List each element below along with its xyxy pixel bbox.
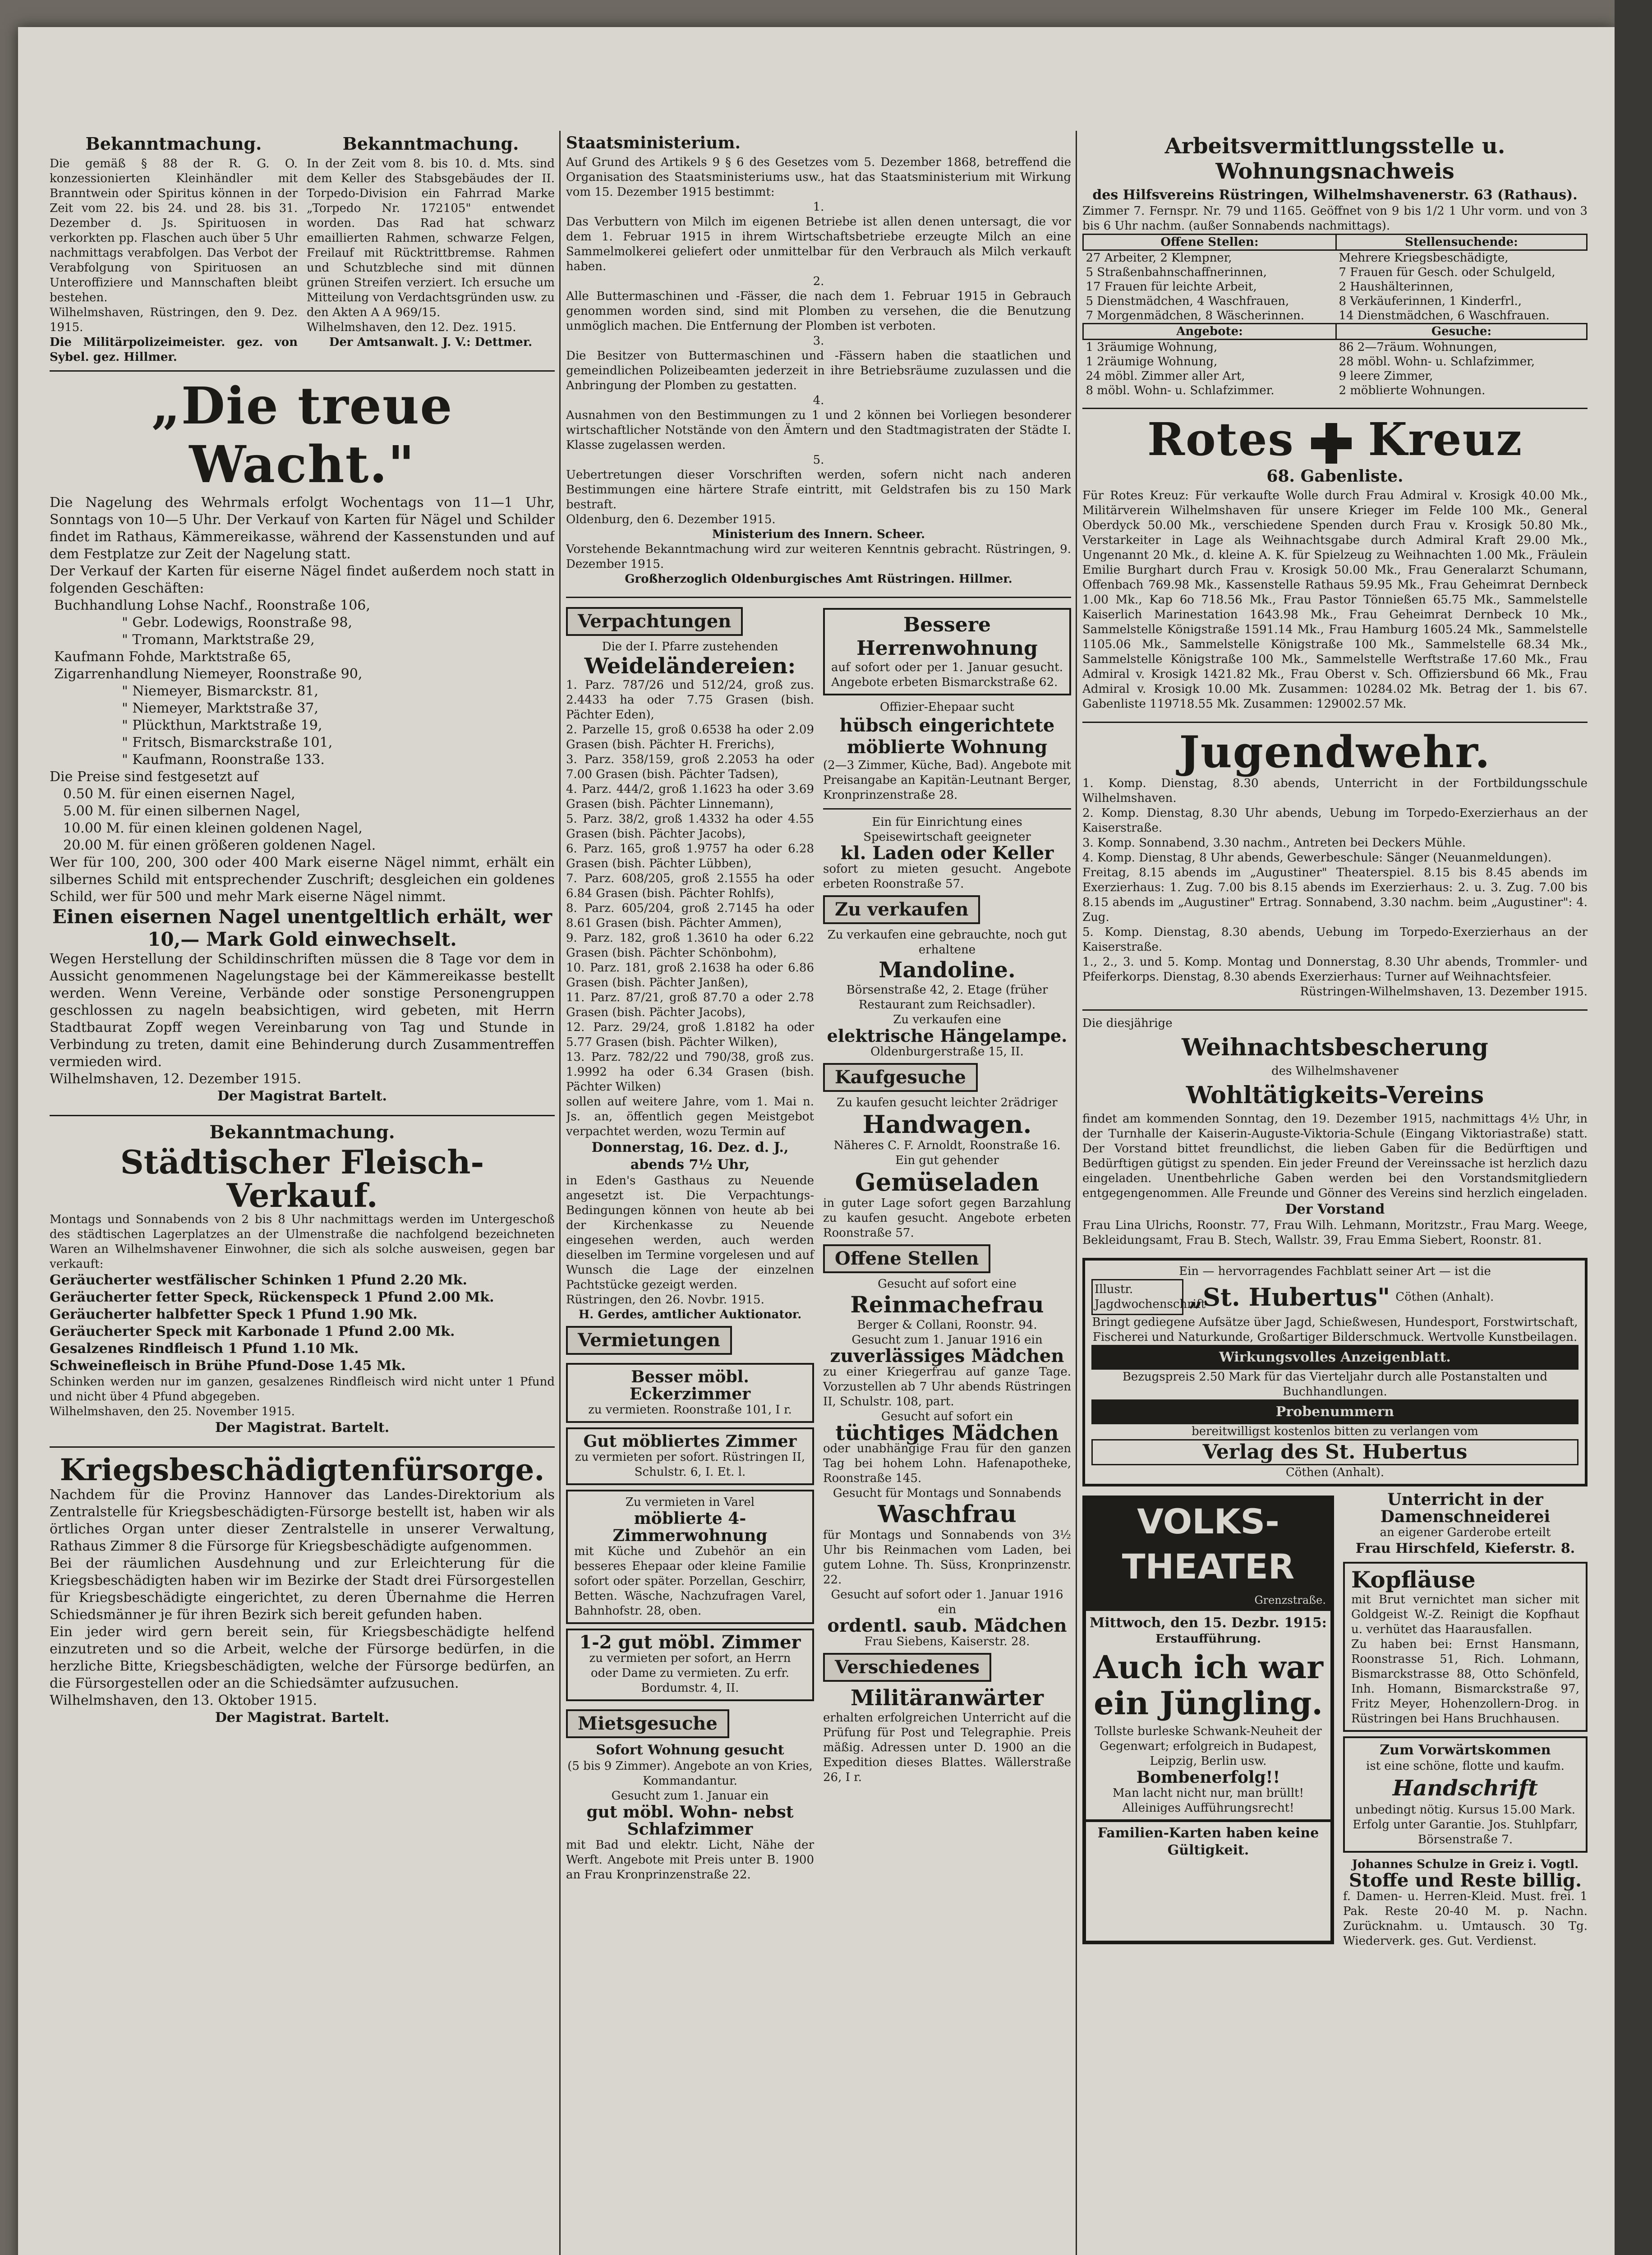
notice-signature: Der Amtsanwalt. J. V.: Dettmer. — [329, 336, 533, 349]
ad-pre: Ein für Einrichtung eines Speisewirtschaft geeigneter — [863, 815, 1031, 844]
ad-text: Börsenstraße 42, 2. Etage (früher Restaurant zum Reichsadler). — [846, 983, 1048, 1012]
ad-title: Reinmachefrau — [850, 1291, 1044, 1318]
ad-title: Mandoline. — [879, 957, 1016, 983]
arb-line: 8 möbl. Wohn- u. Schlafzimmer. — [1086, 384, 1275, 397]
staat-note: Vorstehende Bekanntmachung wird zur weiteren Kenntnis gebracht. Rüstringen, 9. Dezember 1915. — [566, 543, 1071, 571]
unter-sub: an eigener Garderobe erteilt — [1380, 1526, 1551, 1539]
wacht-text: Die Nagelung des Wehrmals erfolgt Wochentags von 11—1 Uhr, Sonntags von 10—5 Uhr. Der Verkauf von Karten für Nägel und Schilder findet im Rathaus, Kämmereikasse, während der Kassenstunden und auf dem Festplatze zur Zeit der Nagelung statt. — [50, 495, 555, 562]
rk-left: Rotes — [1147, 413, 1294, 466]
jw-item: 5. Komp. Dienstag, 8.30 abends, Uebung im Torpedo-Exerzierhaus an der Kaiserstraße. — [1082, 925, 1588, 954]
arb-th: Gesuche: — [1336, 324, 1587, 340]
column-3 — [1082, 131, 1588, 2255]
wb-title: Weihnachtsbescherung — [1182, 1034, 1488, 1061]
jw-item: 2. Komp. Dienstag, 8.30 Uhr abends, Uebung im Torpedo-Exerzierhaus an der Kaiserstraße. — [1082, 806, 1588, 835]
arb-line: 27 Arbeiter, 2 Klempner, — [1086, 251, 1232, 265]
rk-sub: 68. Gabenliste. — [1266, 467, 1404, 486]
newspaper-page — [18, 27, 1615, 2255]
fleisch-item: Gesalzenes Rindfleisch 1 Pfund 1.10 Mk. — [50, 1341, 359, 1357]
wacht-place: Wilhelmshaven, 12. Dezember 1915. — [50, 1071, 302, 1087]
jw-item: 3. Komp. Sonnabend, 3.30 nachm., Antreten bei Deckers Mühle. — [1082, 836, 1466, 850]
arb-line: 9 leere Zimmer, — [1339, 369, 1433, 383]
volks-title1: VOLKS- — [1086, 1499, 1330, 1544]
staat-para: Ausnahmen von den Bestimmungen zu 1 und 2 können bei Vorliegen besonderer wirtschaftlicher Notstände von den Ämtern und den Stadtmagistraten der Städte I. Klasse zugelassen werden. — [566, 409, 1071, 452]
section-label-verschiedenes: Verschiedenes — [823, 1653, 991, 1682]
column-2 — [566, 131, 1071, 2255]
ad-text: Berger & Collani, Roonstr. 94. — [857, 1318, 1037, 1332]
weide-item: 1. Parz. 787/26 und 512/24, groß zus. 2.4433 ha oder 7.75 Grasen (bish. Pächter Eden), — [566, 678, 814, 722]
shop-item: " Niemeyer, Marktstraße 37, — [122, 700, 318, 716]
wb-pre: Die diesjährige — [1082, 1017, 1173, 1030]
staatsministerium-notice — [566, 133, 1071, 587]
ad-text: auf sofort oder per 1. Januar gesucht. Angebote erbeten Bismarckstraße 62. — [831, 661, 1063, 689]
notice-place: Wilhelmshaven, den 12. Dez. 1915. — [307, 321, 516, 334]
arb-line: 86 2—7räum. Wohnungen, — [1339, 341, 1497, 354]
price-item: 10.00 M. für einen kleinen goldenen Nagel, — [63, 820, 363, 836]
arb-th: Angebote: — [1083, 324, 1336, 340]
weide-item: 10. Parz. 181, groß 2.1638 ha oder 6.86 Grasen (bish. Pächter Janßen), — [566, 961, 814, 989]
price-item: 20.00 M. für einen größeren goldenen Nagel. — [63, 838, 376, 853]
hub-verlag: Verlag des St. Hubertus — [1091, 1439, 1578, 1465]
section-label-verpachtungen: Verpachtungen — [566, 607, 743, 636]
weide-item: 11. Parz. 87/21, groß 87.70 a oder 2.78 Grasen (bish. Pächter Jacobs), — [566, 991, 814, 1019]
para-number: 4. — [813, 394, 824, 407]
krieg-place: Wilhelmshaven, den 13. Oktober 1915. — [50, 1693, 317, 1708]
krieg-notice — [50, 1453, 555, 1726]
fleisch-place: Wilhelmshaven, den 25. November 1915. — [50, 1405, 295, 1418]
column-rule — [1076, 131, 1077, 2255]
notice-title: Bekanntmachung. — [342, 133, 519, 154]
divider — [50, 370, 555, 372]
right-small-ads — [1343, 1491, 1588, 1949]
weide-item: 9. Parz. 182, groß 1.3610 ha oder 6.22 Grasen (bish. Pächter Schönbohm), — [566, 931, 814, 960]
top-notices — [50, 131, 555, 365]
ad-title: Militäranwärter — [850, 1685, 1044, 1711]
jw-place: Rüstringen-Wilhelmshaven, 13. Dezember 1915. — [1300, 985, 1588, 999]
volks-title2: THEATER — [1086, 1544, 1330, 1589]
divider — [823, 808, 1071, 810]
arb-line: 5 Dienstmädchen, 4 Waschfrauen, — [1086, 295, 1289, 308]
ad-title: elektrische Hängelampe. — [827, 1026, 1068, 1046]
wacht-highlight: Einen eisernen Nagel unentgeltlich erhält, wer 10,— Mark Gold einwechselt. — [52, 906, 552, 950]
fleisch-title: Städtischer Fleisch-Verkauf. — [120, 1143, 484, 1215]
kopf-text: mit Brut vernichtet man sicher mit Goldgeist W.-Z. Reinigt die Kopfhaut u. verhütet das Haarausfallen. — [1351, 1593, 1579, 1636]
ad-text: mit Bad und elektr. Licht, Nähe der Werft. Angebote mit Preis unter B. 1900 an Frau Kronprinzenstraße 22. — [566, 1838, 814, 1882]
wacht-text: Wer für 100, 200, 300 oder 400 Mark eiserne Nägel nimmt, erhält ein silbernes Schild mit entsprechender Zuschrift; desgleichen ein goldenes Schild, wer für 500 und mehr Mark eiserne Nägel nimmt. — [50, 855, 555, 905]
ad-title: Gut möbliertes Zimmer — [583, 1432, 797, 1451]
hub-text: Bringt gediegene Aufsätze über Jagd, Schießwesen, Hundesport, Forstwirtschaft, Fischerei und Naturkunde, Großartiger Bilderschmuck. Wertvolle Kunstbeilagen. — [1092, 1316, 1578, 1344]
ad-pre: Gesucht für Montags und Sonnabends — [833, 1486, 1062, 1500]
shop-item: " Kaufmann, Roonstraße 133. — [122, 752, 325, 768]
price-item: 0.50 M. für einen eisernen Nagel, — [63, 786, 295, 802]
rk-title — [1082, 414, 1588, 464]
weide-text: sollen auf weitere Jahre, vom 1. Mai n. Js. an, öffentlich gegen Meistgebot verpachtet werden, wozu Termin auf — [566, 1095, 814, 1138]
notice-signature: Die Militärpolizeimeister. gez. von Sybel. gez. Hillmer. — [50, 336, 298, 364]
page-spine — [1615, 0, 1652, 2255]
arb-line: 24 möbl. Zimmer aller Art, — [1086, 369, 1245, 383]
hub-city: Cöthen (Anhalt). — [1395, 1290, 1494, 1304]
hubertus-ad — [1082, 1258, 1588, 1486]
price-list — [50, 786, 555, 854]
volks-first: Erstaufführung. — [1155, 1632, 1261, 1646]
ad-text: sofort zu mieten gesucht. Angebote erbeten Roonstraße 57. — [823, 862, 1071, 891]
rotes-kreuz — [1082, 414, 1588, 712]
section-label-vermietungen: Vermietungen — [566, 1326, 732, 1355]
weide-item: 7. Parz. 608/205, groß 2.1555 ha oder 6.84 Grasen (bish. Pächter Rohlfs), — [566, 872, 814, 900]
ad-text: Oldenburgerstraße 15, II. — [870, 1045, 1024, 1058]
fleisch-item: Geräucherter fetter Speck, Rückenspeck 1 Pfund 2.00 Mk. — [50, 1289, 494, 1305]
ad-pre: Zu kaufen gesucht leichter 2rädriger — [837, 1096, 1058, 1109]
section-label-zu-verkaufen: Zu verkaufen — [823, 895, 980, 924]
weide-item: 4. Parz. 444/2, groß 1.1623 ha oder 3.69 Grasen (bish. Pächter Linnemann), — [566, 782, 814, 811]
divider — [1082, 1009, 1588, 1011]
ad-title: Bessere Herrenwohnung — [856, 613, 1038, 660]
column-1 — [50, 131, 555, 2255]
jw-title: Jugendwehr. — [1179, 727, 1491, 778]
hub-title: „St. Hubertus" — [1189, 1283, 1390, 1312]
volks-play: Auch ich war ein Jüngling. — [1093, 1648, 1324, 1722]
shop-item: Buchhandlung Lohse Nachf., Roonstraße 106, — [54, 598, 370, 613]
js-name: Johannes Schulze in Greiz i. Vogtl. — [1352, 1858, 1579, 1871]
divider — [50, 1446, 555, 1448]
arb-th: Stellensuchende: — [1336, 235, 1587, 250]
arb-line: 14 Dienstmädchen, 6 Waschfrauen. — [1339, 309, 1550, 322]
ad-title: Waschfrau — [878, 1500, 1017, 1528]
jw-item: 1., 2., 3. und 5. Komp. Montag und Donnerstag, 8.30 Uhr abends, Trommler- und Pfeiferkorps. Dienstag, 8.30 abends Exerzierhaus: Turner auf Weihnachtsfeier. — [1082, 955, 1588, 984]
staat-para: Uebertretungen dieser Vorschriften werden, sofern nicht nach anderen Bestimmungen eine härtere Strafe eintritt, mit Geldstrafen bis zu 150 Mark bestraft. — [566, 468, 1071, 511]
classified-ads — [566, 603, 1071, 1882]
shop-item: " Niemeyer, Bismarckstr. 81, — [122, 683, 318, 699]
hub-pre: Ein — hervorragendes Fachblatt seiner Art — ist die — [1179, 1265, 1491, 1278]
ad-title: möblierte 4-Zimmerwohnung — [612, 1509, 768, 1545]
arb-table — [1082, 234, 1588, 398]
divider — [566, 597, 1071, 598]
wb-title2: Wohltätigkeits-Vereins — [1186, 1081, 1484, 1109]
rk-text: Für Rotes Kreuz: Für verkaufte Wolle durch Frau Admiral v. Krosigk 40.00 Mk., Militärverein Wilhelmshaven für unsere Krieger im Felde 100 Mk., General Oberdyck 50.00 Mk., verschiedene Spenden durch Frau v. Krosigk 50.80 Mk., Verstarkeiter in Lage als Weihnachtsgabe durch Admiral Kraft 29.00 Mk., Ungenannt 20 Mk., d. kleine A. K. für Spielzeug zu Weihnachten 1.00 Mk., Fräulein Emilie Burghart durch Frau v. Krosigk 50.00 Mk., Frau Generalarzt Schumann, Offenbach 769.98 Mk., Kassenstelle Rathaus 59.95 Mk., Frau Geheimrat Dernbeck 1.00 Mk., Kap 6o 718.56 Mk., Frau Pastor Tönnießen 65.75 Mk., Sammelstelle Kaiserlich Marinestation 1643.98 Mk., Frau Geheimrat Dernbeck 10 Mk., Sammelstelle Königstraße 1591.14 Mk., Frau Hamburg 1605.24 Mk., Sammelstelle 1105.06 Mk., Sammelstelle Königstraße 100 Mk., Sammelstelle 68.34 Mk., Sammelstelle Königstraße 100 Mk., Sammelstelle Werftstraße 17.60 Mk., Frau Admiral v. Krosigk 1421.82 Mk., Frau Oberst v. Sch. Offiziersbund 66 Mk., Frau Admiral v. Krosigk 10.00 Mk. Zusammen: 10284.02 Mk. Betrag der 1. bis 67. Gabenliste 119718.55 Mk. Zusammen: 129002.57 Mk. — [1082, 489, 1588, 711]
arb-line: 5 Straßenbahnschaffnerinnen, — [1086, 266, 1267, 279]
js-title: Stoffe und Reste billig. — [1348, 1870, 1582, 1891]
ad-pre: Gesucht auf sofort ein — [881, 1410, 1013, 1423]
wb-mid: des Wilhelmshavener — [1271, 1064, 1399, 1078]
arb-cell — [1083, 250, 1336, 324]
unter-title: Unterricht in der Damenschneiderei — [1380, 1490, 1551, 1526]
krieg-text: Nachdem für die Provinz Hannover das Landes-Direktorium als Zentralstelle für Kriegsbeschädigten-Fürsorge bestellt ist, haben wir als örtliches Organ unter dieser Zentralstelle in unserer Verwaltung, Rathaus Zimmer 8 die Fürsorge für Kriegsbeschädigte aufgenommen. — [50, 1487, 555, 1554]
fort-ad — [1343, 1736, 1588, 1853]
red-cross-icon — [1311, 423, 1352, 464]
shop-item: " Gebr. Lodewigs, Roonstraße 98, — [122, 615, 353, 630]
ad-title: kl. Laden oder Keller — [840, 842, 1054, 864]
fleisch-item: Geräucherter westfälischer Schinken 1 Pfund 2.20 Mk. — [50, 1272, 467, 1288]
section-label-kaufgesuche: Kaufgesuche — [823, 1063, 978, 1092]
para-number: 1. — [813, 200, 824, 214]
shop-list — [50, 597, 555, 769]
ad-box — [566, 1427, 814, 1485]
notice-text: In der Zeit vom 8. bis 10. d. Mts. sind dem Keller des Stabsgebäudes der II. Torpedo-Division ein Fahrrad Marke „Torpedo Nr. 172105" entwendet worden. Das Rad hat schwarz emaillierten Rahmen, schwarze Felgen, Freilauf mit Rücktrittbremse. Rahmen und Schutzbleche sind mit dünnen grünen Streifen verziert. Ich ersuche um Mitteilung von Verdachtsgründen usw. zu den Akten A A 969/15. — [307, 157, 555, 319]
arb-line: 2 möblierte Wohnungen. — [1339, 384, 1486, 397]
ad-pre: Gesucht auf sofort eine — [878, 1277, 1017, 1291]
ad-pre: Zu verkaufen eine gebrauchte, noch gut erhaltene — [827, 928, 1067, 957]
ad-title: 1-2 gut möbl. Zimmer — [579, 1632, 801, 1653]
kopf-shops: Zu haben bei: Ernst Hansmann, Roonstrasse 51, Rich. Lohmann, Bismarckstrasse 88, Otto Schönfeld, Inh. Homann, Bismarckstraße 97, Fritz Meyer, Hohenzollern-Drog. in Rüstringen bei Hans Bruchhausen. — [1351, 1638, 1579, 1726]
fleisch-list — [50, 1272, 555, 1375]
fleisch-notice — [50, 1122, 555, 1436]
volks-family: Familien-Karten haben keine Gültigkeit. — [1097, 1825, 1319, 1858]
fleisch-note: Schinken werden nur im ganzen, gesalzenes Rindfleisch wird nicht unter 1 Pfund und nicht über 4 Pfund abgegeben. — [50, 1375, 555, 1404]
volks-sub: Grenzstraße. — [1086, 1589, 1330, 1611]
ad-title: Handwagen. — [862, 1110, 1032, 1139]
wb-text: findet am kommenden Sonntag, den 19. Dezember 1915, nachmittags 4½ Uhr, in der Turnhalle der Kaiserin-Auguste-Viktoria-Schule (Eingang Viktoriastraße) statt. Der Vorstand bittet freundlichst, die lieben Gaben für die Bedürftigen und Bedürftigen gütigst zu spenden. Ein jeder Freund der Vereinssache ist herzlich dazu eingeladen. Unentbehrliche Gaben werden bei den Vorstandsmitgliedern entgegengenommen. Alle Freunde und Gönner des Vereins sind herzlich eingeladen. — [1082, 1112, 1588, 1200]
notice-title: Bekanntmachung. — [85, 133, 262, 154]
js-text: f. Damen- u. Herren-Kleid. Must. frei. 1 Pak. Reste 20-40 M. p. Nachn. Zurücknahm. u. Umtausch. 30 Tg. Wiederverk. ges. Gut. Verdienst. — [1343, 1890, 1588, 1948]
staat-signature: Ministerium des Innern. Scheer. — [712, 528, 925, 541]
ad-box — [566, 1490, 814, 1624]
fleisch-signature: Der Magistrat. Bartelt. — [215, 1420, 390, 1436]
arb-line: Mehrere Kriegsbeschädigte, — [1339, 251, 1509, 265]
fleisch-item: Geräucherter halbfetter Speck 1 Pfund 1.90 Mk. — [50, 1307, 418, 1322]
classified-right — [823, 603, 1071, 1882]
divider — [1082, 722, 1588, 723]
fort-text2: unbedingt nötig. Kursus 15.00 Mark. Erfolg unter Garantie. Jos. Stuhlpfarr, Börsenstraße 7. — [1353, 1803, 1578, 1846]
weide-place: Rüstringen, den 26. Novbr. 1915. — [566, 1293, 764, 1307]
staat-para: Das Verbuttern von Milch im eigenen Betriebe ist allen denen untersagt, die vor dem 1. Februar 1915 in ihrem Wirtschaftsbetriebe erzeugte Milch an eine Sammelmolkerei geliefert oder unmittelbar für den Verbrauch als Milch verkauft haben. — [566, 215, 1071, 273]
ad-box — [823, 608, 1071, 695]
hub-probe: Probenummern — [1091, 1399, 1578, 1424]
kopf-title: Kopfläuse — [1351, 1566, 1476, 1593]
ad-title: gut möbl. Wohn- nebst Schlafzimmer — [586, 1803, 794, 1839]
weide-item: 6. Parz. 165, groß 1.9757 ha oder 6.28 Grasen (bish. Pächter Lübben), — [566, 842, 814, 870]
ad-title: Sofort Wohnung gesucht — [596, 1742, 784, 1758]
volks-date: Mittwoch, den 15. Dezbr. 1915: — [1090, 1615, 1327, 1631]
ad-text: für Montags und Sonnabends von 3½ Uhr bis Reinmachen vom Laden, bei gutem Lohne. Th. Süss, Kronprinzenstr. 22. — [823, 1528, 1071, 1587]
arb-line: 8 Verkäuferinnen, 1 Kinderfrl., — [1339, 295, 1522, 308]
arbeitsvermittlung — [1082, 133, 1588, 398]
arb-line: 7 Morgenmädchen, 8 Wäscherinnen. — [1086, 309, 1304, 322]
prices-intro: Die Preise sind festgesetzt auf — [50, 769, 258, 785]
fleisch-item: Geräucherter Speck mit Karbonade 1 Pfund 2.00 Mk. — [50, 1324, 455, 1339]
shop-item: " Fritsch, Bismarckstraße 101, — [122, 735, 333, 750]
arb-line: 1 2räumige Wohnung, — [1086, 355, 1218, 368]
wacht-title: „Die treue Wacht." — [151, 377, 453, 494]
ad-text: Näheres C. F. Arnoldt, Roonstraße 16. — [833, 1139, 1061, 1152]
wacht-text: Wegen Herstellung der Schildinschriften müssen die 8 Tage vor dem in Aussicht genommenen Nagelungstage bei der Kämmereikasse bestellt werden. Wenn Vereine, Verbände oder sonstige Personengruppen geschlossen zu nageln beabsichtigen, wird gebeten, mit Herrn Stadtbaurat Zopff wegen Vereinbarung von Tag und Stunde in Verbindung zu treten, damit eine Behinderung durch Zusammentreffen vermieden wird. — [50, 951, 555, 1070]
volks-rights: Alleiniges Aufführungsrecht! — [1122, 1801, 1294, 1815]
ad-text: (5 bis 9 Zimmer). Angebote an von Kries, Kommandantur. — [567, 1759, 813, 1788]
section-label-mietsgesuche: Mietsgesuche — [566, 1709, 729, 1738]
arb-line: 17 Frauen für leichte Arbeit, — [1086, 280, 1257, 294]
staat-title: Staatsministerium. — [566, 133, 741, 152]
bottom-ads — [1082, 1491, 1588, 1949]
ad-title: ordentl. saub. Mädchen — [827, 1615, 1067, 1636]
ad-text: Frau Siebens, Kaiserstr. 28. — [864, 1635, 1030, 1648]
fort-text: ist eine schöne, flotte und kaufm. — [1366, 1759, 1565, 1773]
weide-item: 13. Parz. 782/22 und 790/38, groß zus. 1.9992 ha oder 6.34 Grasen (bish. Pächter Wilken) — [566, 1050, 814, 1094]
volks-bomb: Bombenerfolg!! — [1136, 1768, 1280, 1787]
volks-lach: Man lacht nicht nur, man brüllt! — [1112, 1786, 1304, 1800]
wacht-notice — [50, 377, 555, 1105]
arb-sub: des Hilfsvereins Rüstringen, Wilhelmshavenerstr. 63 (Rathaus). — [1092, 187, 1578, 203]
weide-intro: Die der I. Pfarre zustehenden — [602, 640, 778, 653]
kopf-ad — [1343, 1562, 1588, 1732]
wacht-text: Der Verkauf der Karten für eiserne Nägel findet außerdem noch statt in folgenden Geschäften: — [50, 563, 555, 596]
ad-text: (2—3 Zimmer, Küche, Bad). Angebote mit Preisangabe an Kapitän-Leutnant Berger, Kronprinzenstraße 28. — [823, 759, 1071, 802]
weide-item: 3. Parz. 358/159, groß 2.2053 ha oder 7.00 Grasen (bish. Pächter Tadsen), — [566, 753, 814, 781]
ad-text: zu einer Kriegerfrau auf ganze Tage. Vorzustellen ab 7 Uhr abends Rüstringen II, Schulstr. 108, part. — [823, 1365, 1071, 1408]
volks-body — [1086, 1611, 1330, 1819]
krieg-text: Bei der räumlichen Ausdehnung und zur Erleichterung für die Kriegsbeschädigten haben wir im Bezirke der Stadt drei Fürsorgestellen für Kriegsbeschädigte eingerichtet, zu deren Übernahme die Herren Schiedsmänner je für ihren Bezirk sich bereit gefunden haben. — [50, 1555, 555, 1623]
hub-bar: Wirkungsvolles Anzeigenblatt. — [1091, 1345, 1578, 1370]
notice-place: Wilhelmshaven, Rüstringen, den 9. Dez. 1915. — [50, 306, 298, 334]
shop-item: Kaufmann Fohde, Marktstraße 65, — [54, 649, 291, 665]
wb-sign: Der Vorstand — [1285, 1201, 1385, 1217]
krieg-text: Ein jeder wird gern bereit sein, für Kriegsbeschädigte helfend einzutreten und so die Arbeit, welche der Fürsorge bedürfen, in die herzliche Bitte, Kriegsbeschädigten, welche der Fürsorge bedürfen, an die Fürsorgestellen oder an die Schiedsämter aufzusuchen. — [50, 1624, 555, 1691]
ad-title: zuverlässiges Mädchen — [830, 1345, 1064, 1367]
shop-item: " Plückthun, Marktstraße 19, — [122, 718, 322, 733]
ad-title: Gemüseladen — [855, 1168, 1040, 1197]
shop-item: Zigarrenhandlung Niemeyer, Roonstraße 90, — [54, 666, 363, 682]
ad-text: in guter Lage sofort gegen Barzahlung zu kaufen gesucht. Angebote erbeten Roonstraße 57. — [823, 1197, 1071, 1240]
arb-th: Offene Stellen: — [1083, 235, 1336, 250]
ad-pre: Zu verkaufen eine — [893, 1013, 1001, 1026]
weide-item: 8. Parz. 605/204, groß 2.7145 ha oder 8.61 Grasen (bish. Pächter Ammen), — [566, 902, 814, 930]
weide-title: Weideländereien: — [584, 653, 796, 679]
arb-cell — [1336, 340, 1587, 398]
ad-text: oder unabhängige Frau für den ganzen Tag bei hohem Lohn. Hafenapotheke, Roonstraße 145. — [823, 1442, 1071, 1485]
staat-amt: Großherzoglich Oldenburgisches Amt Rüstringen. Hillmer. — [625, 572, 1012, 586]
weide-date: Donnerstag, 16. Dez. d. J., abends 7½ Uhr, — [591, 1140, 789, 1173]
jugendwehr — [1082, 728, 1588, 999]
shop-item: " Tromann, Marktstraße 29, — [122, 632, 315, 648]
staat-place: Oldenburg, den 6. Dezember 1915. — [566, 513, 776, 526]
arb-title: Arbeitsvermittlungsstelle u. Wohnungsnachweis — [1164, 133, 1505, 184]
para-number: 2. — [813, 275, 824, 288]
jw-item: 1. Komp. Dienstag, 8.30 abends, Unterricht in der Fortbildungsschule Wilhelmshaven. — [1082, 777, 1588, 805]
ad-pre: Ein gut gehender — [895, 1154, 999, 1167]
ad-pre: Offizier-Ehepaar sucht — [879, 700, 1014, 714]
arb-line: 2 Haushälterinnen, — [1339, 280, 1454, 294]
volkstheater-ad — [1082, 1496, 1334, 1944]
hub-row — [1091, 1279, 1578, 1315]
arb-cell — [1083, 340, 1336, 398]
ad-box — [566, 1629, 814, 1701]
staat-para: Die Besitzer von Buttermaschinen und -Fässern haben die staatlichen und gemeindlichen Polizeibeamten jederzeit in ihre Betriebsräume zuzulassen und die Anbringung der Plomben zu gestatten. — [566, 349, 1071, 392]
rk-right: Kreuz — [1368, 413, 1523, 466]
weide-item: 12. Parz. 29/24, groß 1.8182 ha oder 5.77 Grasen (bish. Pächter Wilken), — [566, 1021, 814, 1049]
ad-text: mit Küche und Zubehör an ein besseres Ehepaar oder kleine Familie sofort oder später. Porzellan, Geschirr, Betten. Wäsche, Nachzufragen Varel, Bahnhofstr. 28, oben. — [574, 1545, 806, 1618]
jw-item: Freitag, 8.15 abends im „Augustiner" Theaterspiel. 8.15 bis 8.45 abends im Exerzierhaus: 1. Zug. 7.00 bis 8.15 abends im Exerzierhaus: 2. u. 3. Zug. 7.00 bis 8.15 abends im „Augustiner" Ertrag. Sonnabend, 3.30 nachm. beim „Augustiner": 4. Zug. — [1082, 866, 1588, 924]
krieg-signature: Der Magistrat. Bartelt. — [215, 1710, 390, 1726]
section-label-offene-stellen: Offene Stellen — [823, 1244, 990, 1273]
ad-text: zu vermieten per sofort, an Herrn oder Dame zu vermieten. Zu erfr. Bordumstr. 4, II. — [589, 1652, 791, 1695]
weide-item: 2. Parzelle 15, groß 0.6538 ha oder 2.09 Grasen (bish. Pächter H. Frerichs), — [566, 723, 814, 751]
ad-text: zu vermieten. Roonstraße 101, I r. — [588, 1403, 792, 1417]
unter-name: Frau Hirschfeld, Kieferstr. 8. — [1355, 1541, 1575, 1556]
hub-text: bereitwilligst kostenlos bitten zu verlangen vom — [1192, 1425, 1478, 1438]
fleisch-pre: Bekanntmachung. — [209, 1122, 395, 1143]
ad-title: hübsch eingerichtete möblierte Wohnung — [839, 715, 1055, 758]
arb-line: 28 möbl. Wohn- u. Schlafzimmer, — [1339, 355, 1535, 368]
fort-pre: Zum Vorwärtskommen — [1380, 1742, 1551, 1758]
arb-line: 1 3räumige Wohnung, — [1086, 341, 1218, 354]
jw-item: 4. Komp. Dienstag, 8 Uhr abends, Gewerbeschule: Sänger (Neuanmeldungen). — [1082, 851, 1552, 865]
arb-info: Zimmer 7. Fernspr. Nr. 79 und 1165. Geöffnet von 9 bis 1/2 1 Uhr vorm. und von 3 bis 6 Uhr nachm. (außer Sonnabends nachmittags). — [1082, 204, 1588, 233]
weide-item: 5. Parz. 38/2, groß 1.4332 ha oder 4.55 Grasen (bish. Pächter Jacobs), — [566, 812, 814, 841]
divider — [1082, 408, 1588, 409]
ad-title: tüchtiges Mädchen — [835, 1421, 1059, 1445]
arb-line: 7 Frauen für Gesch. oder Schulgeld, — [1339, 266, 1555, 279]
volks-text: Tollste burleske Schwank-Neuheit der Gegenwart; erfolgreich in Budapest, Leipzig, Berlin usw. — [1095, 1725, 1322, 1768]
weihnachtsbescherung — [1082, 1016, 1588, 1248]
ad-title: Besser möbl. Eckerzimmer — [629, 1367, 751, 1404]
krieg-title: Kriegsbeschädigtenfürsorge. — [60, 1452, 545, 1487]
wacht-signature: Der Magistrat Bartelt. — [217, 1088, 387, 1104]
para-number: 5. — [813, 453, 824, 467]
hub-verlag2: Cöthen (Anhalt). — [1285, 1466, 1385, 1479]
hub-small: Illustr. Jagdwochenschrift — [1091, 1279, 1183, 1315]
weide-text: in Eden's Gasthaus zu Neuende angesetzt ist. Die Verpachtungs-Bedingungen können von heute ab bei der Kirchenkasse zu Neuende eingesehen werden, auch werden dieselben im Termine vorgelesen und auf Wunsch die Lage der einzelnen Pachtstücke gezeigt werden. — [566, 1174, 814, 1292]
price-item: 5.00 M. für einen silbernen Nagel, — [63, 803, 300, 819]
ad-text: erhalten erfolgreichen Unterricht auf die Prüfung für Post und Telegraphie. Preis mäßig. Adressen unter D. 1900 an die Expedition dieses Blattes. Wällerstraße 26, I r. — [823, 1711, 1071, 1784]
ad-box — [566, 1363, 814, 1423]
staat-text: Auf Grund des Artikels 9 § 6 des Gesetzes vom 5. Dezember 1868, betreffend die Organisation des Staatsministeriums usw., hat das Staatsministerium mit Wirkung vom 15. Dezember 1915 bestimmt: — [566, 156, 1071, 199]
ad-pre: Zu vermieten in Varel — [625, 1496, 755, 1509]
notice-spirits — [50, 131, 298, 365]
volks-family-box — [1086, 1819, 1330, 1862]
column-rule — [559, 131, 561, 2255]
wb-names: Frau Lina Ulrichs, Roonstr. 77, Frau Wilh. Lehmann, Moritzstr., Frau Marg. Weege, Bekleidungsamt, Frau B. Stech, Wallstr. 39, Frau Emma Siebert, Roonstr. 81. — [1082, 1219, 1588, 1247]
arb-cell — [1336, 250, 1587, 324]
classified-left — [566, 603, 814, 1882]
weide-signature: H. Gerdes, amtlicher Auktionator. — [578, 1308, 802, 1321]
fleisch-item: Schweinefleisch in Brühe Pfund-Dose 1.45 Mk. — [50, 1358, 406, 1374]
notice-bicycle — [307, 131, 555, 365]
fort-title: Handschrift — [1392, 1776, 1538, 1801]
para-number: 3. — [813, 334, 824, 348]
ad-pre: Gesucht zum 1. Januar ein — [611, 1789, 769, 1803]
staat-para: Alle Buttermaschinen und -Fässer, die nach dem 1. Februar 1915 in Gebrauch genommen worden sind, sind mit Plomben zu versehen, die die Benutzung unmöglich machen. Die Entfernung der Plomben ist verboten. — [566, 290, 1071, 333]
hub-text: Bezugspreis 2.50 Mark für das Vierteljahr durch alle Postanstalten und Buchhandlungen. — [1122, 1370, 1548, 1399]
ad-text: zu vermieten per sofort. Rüstringen II, Schulstr. 6, I. Et. l. — [575, 1450, 805, 1479]
fleisch-text: Montags und Sonnabends von 2 bis 8 Uhr nachmittags werden im Untergeschoß des städtischen Lagerplatzes an der Ulmenstraße die nachfolgend bezeichneten Waren an Wilhelmshavener Einwohner, die sich als solche ausweisen, gegen bar verkauft: — [50, 1213, 555, 1271]
ad-pre: Gesucht zum 1. Januar 1916 ein — [851, 1333, 1043, 1347]
ad-pre: Gesucht auf sofort oder 1. Januar 1916 ein — [831, 1588, 1063, 1616]
divider — [50, 1115, 555, 1116]
notice-text: Die gemäß § 88 der R. G. O. konzessionierten Kleinhändler mit Branntwein oder Spiritus können in der Zeit vom 22. bis 24. und 28. bis 31. Dezember d. Js. Spirituosen in verkorkten pp. Flaschen auch über 5 Uhr nachmittags verabfolgen. Das Verbot der Verabfolgung von Spirituosen an Unteroffiziere und Mannschaften bleibt bestehen. — [50, 157, 298, 304]
